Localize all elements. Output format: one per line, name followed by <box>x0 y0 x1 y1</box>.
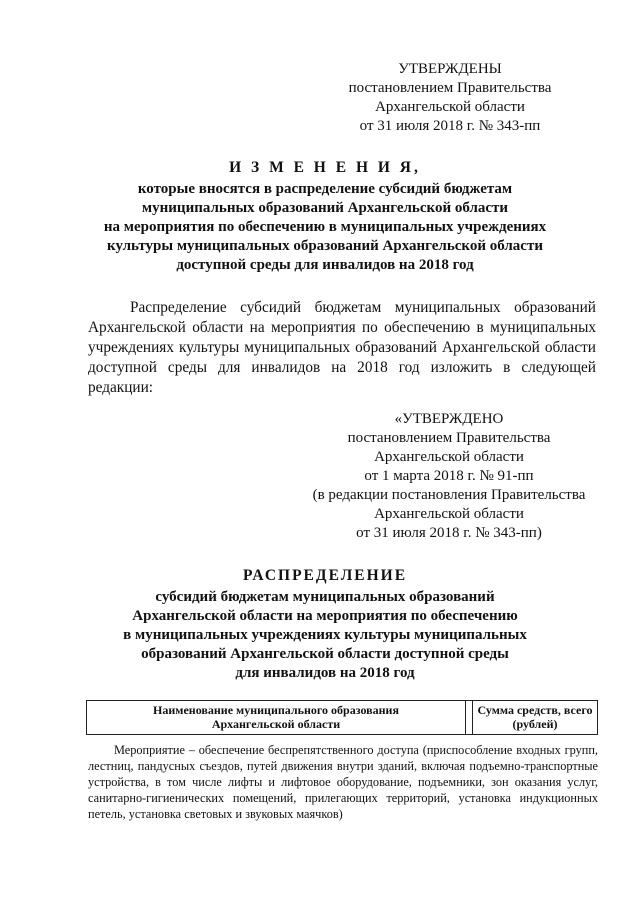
distribution-table <box>86 700 598 735</box>
distribution-title-line4: образований Архангельской области доступной среды <box>141 646 509 662</box>
header-municipality <box>87 701 466 735</box>
measure-paragraph: Мероприятие – обеспечение беспрепятственного доступа (приспособление входных групп, лестниц, пандусных съездов, путей движения внутри зданий, включая подъемно-транспортные устройства, в том числе лифты и лифтовое оборудование, подъемники, зон оказания услуг, санитарно-гигиенических помещений, прилегающих территорий, установка индукционных петель, установка световых и звуковых маячков) <box>88 743 598 821</box>
distribution-title-line1: субсидий бюджетам муниципальных образований <box>155 589 495 605</box>
approval-top-line3: Архангельской области <box>375 99 525 115</box>
changes-title-line1: которые вносятся в распределение субсидий бюджетам <box>137 181 513 197</box>
changes-title-line4: культуры муниципальных образований Архангельской области <box>107 238 543 254</box>
distribution-heading: РАСПРЕДЕЛЕНИЕ <box>242 567 408 584</box>
distribution-title-line2: Архангельской области на мероприятия по обеспечению <box>132 608 518 624</box>
header-amount-line2: (рублей) <box>512 717 558 731</box>
intro-paragraph: Распределение субсидий бюджетам муниципальных образований Архангельской области на мероприятия по обеспечению в муниципальных учреждениях культуры муниципальных образований Архангельской области доступной среды для инвалидов на 2018 год изложить в следующей редакции: <box>88 299 596 396</box>
approval-inner-line3: Архангельской области <box>374 449 524 465</box>
approval-inner-line4: от 1 марта 2018 г. № 91-пп <box>364 468 534 484</box>
table-gap <box>466 701 473 735</box>
distribution-title-line5: для инвалидов на 2018 год <box>235 665 415 681</box>
changes-title-line2: муниципальных образований Архангельской области <box>141 200 509 216</box>
approval-inner-line7: от 31 июля 2018 г. № 343-пп) <box>356 525 542 541</box>
approval-inner-line6: Архангельской области <box>374 506 524 522</box>
changes-heading: И З М Е Н Е Н И Я, <box>229 159 421 176</box>
approval-inner-line2: постановлением Правительства <box>347 430 551 446</box>
distribution-title <box>90 566 560 683</box>
approval-inner-line1: «УТВЕРЖДЕНО <box>394 411 504 427</box>
approval-stamp-inner <box>305 410 593 543</box>
approval-inner-line5: (в редакции постановления Правительства <box>312 487 586 503</box>
changes-title <box>90 158 560 275</box>
changes-title-line3: на мероприятия по обеспечению в муниципальных учреждениях <box>103 219 547 235</box>
approval-top-line4: от 31 июля 2018 г. № 343-пп <box>359 118 541 134</box>
header-municipality-line1: Наименование муниципального образования <box>153 703 399 717</box>
approval-top-line2: постановлением Правительства <box>348 80 552 96</box>
header-municipality-line2: Архангельской области <box>211 717 341 731</box>
approval-top-line1: УТВЕРЖДЕНЫ <box>398 61 502 77</box>
distribution-title-line3: в муниципальных учреждениях культуры муниципальных <box>123 627 527 643</box>
table-header-row <box>87 701 598 735</box>
header-amount <box>473 701 598 735</box>
approval-stamp-top <box>330 60 570 136</box>
header-amount-line1: Сумма средств, всего <box>477 703 593 717</box>
changes-title-line5: доступной среды для инвалидов на 2018 год <box>176 257 474 273</box>
